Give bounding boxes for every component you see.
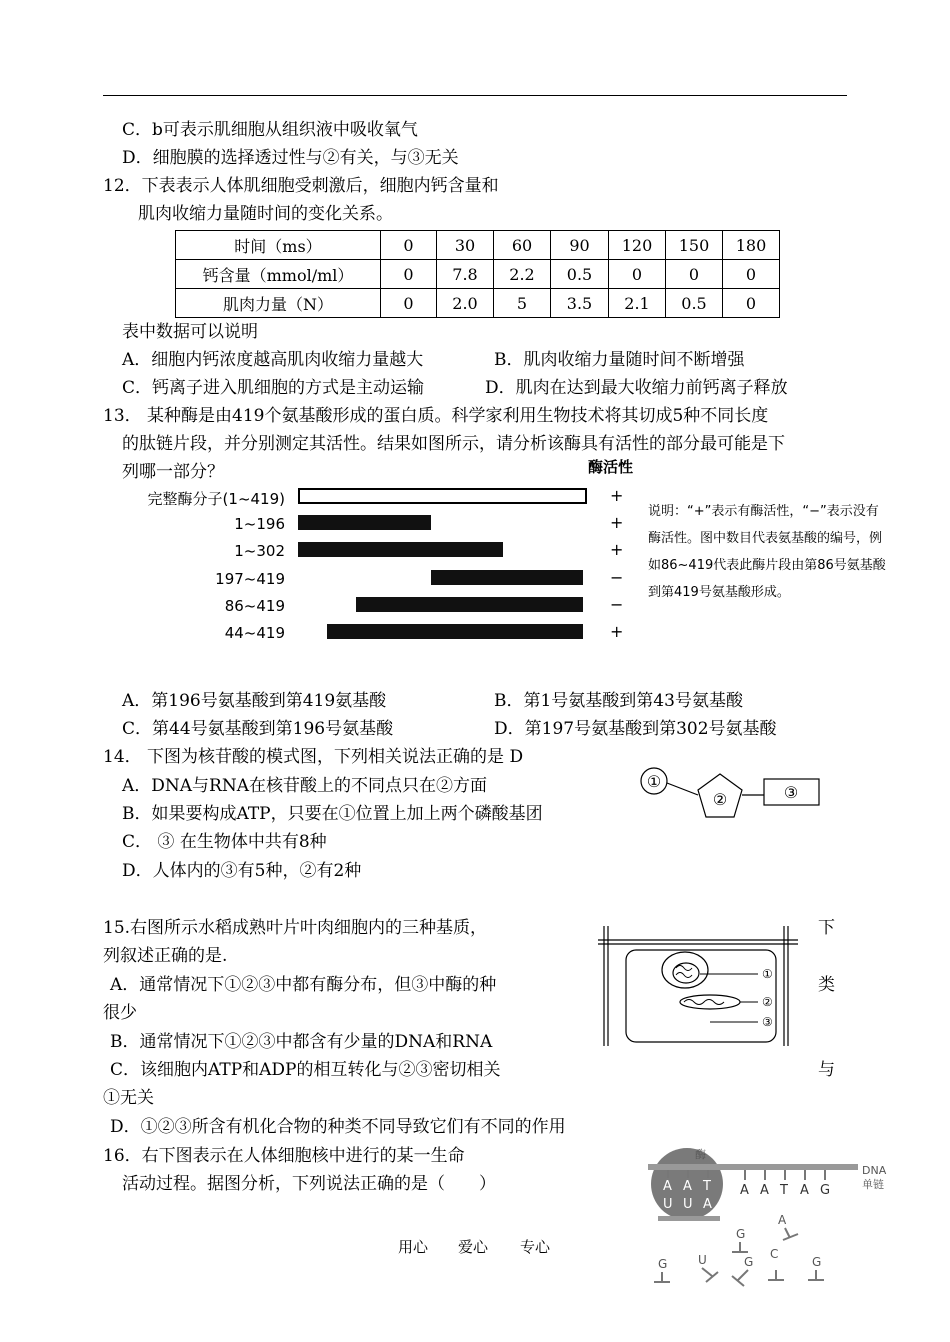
table-cell: 0: [666, 260, 723, 289]
fragment-bar: [356, 597, 583, 612]
q15-stem-cont: 列叙述正确的是.: [103, 946, 228, 966]
q16-stem-cont: 活动过程。据图分析，下列说法正确的是（ ）: [122, 1174, 496, 1194]
transcription-diagram: [640, 1142, 898, 1292]
activity-sign: +: [610, 513, 624, 532]
fragment-bar: [298, 542, 503, 557]
q13-option-d: D．第197号氨基酸到第302号氨基酸: [494, 719, 777, 739]
table-cell: 30: [437, 231, 494, 260]
q14-option-b: B．如果要构成ATP，只要在①位置上加上两个磷酸基团: [122, 804, 543, 824]
base: U: [683, 1197, 693, 1212]
table-cell: 0: [381, 260, 437, 289]
q14-stem: 14． 下图为核苷酸的模式图，下列相关说法正确的是 D: [103, 747, 524, 767]
q12-option-a: A．细胞内钙浓度越高肌肉收缩力量越大: [122, 350, 424, 370]
label-1: ①: [762, 967, 773, 981]
table-row: [176, 289, 780, 318]
table-cell: 90: [551, 231, 609, 260]
table-cell: 7.8: [437, 260, 494, 289]
q13-stem: 13． 某种酶是由419个氨基酸形成的蛋白质。科学家利用生物技术将其切成5种不同长度: [103, 406, 769, 426]
table-cell: 120: [609, 231, 666, 260]
activity-sign: +: [610, 540, 624, 559]
q15-stem: 15.右图所示水稻成熟叶片叶肉细胞内的三种基质，: [103, 918, 488, 938]
q15-stem-tail: 下: [818, 918, 835, 938]
q14-option-a: A．DNA与RNA在核苷酸上的不同点只在②方面: [122, 776, 488, 796]
free-base: A: [778, 1213, 787, 1227]
base: A: [800, 1183, 809, 1198]
label-pentose: ②: [712, 790, 728, 809]
table-cell: 时间（ms）: [176, 231, 381, 260]
q13-option-c: C．第44号氨基酸到第196号氨基酸: [122, 719, 394, 739]
base: A: [663, 1179, 672, 1194]
free-base: U: [698, 1253, 707, 1267]
q15-option-c-cont: ①无关: [103, 1088, 154, 1108]
dna-strand: [648, 1164, 858, 1170]
table-cell: 2.2: [494, 260, 551, 289]
table-cell: 60: [494, 231, 551, 260]
q12-option-b: B．肌肉收缩力量随时间不断增强: [494, 350, 745, 370]
base: G: [820, 1183, 831, 1198]
q15-option-c-tail: 与: [818, 1060, 835, 1080]
label-phosphate: ①: [646, 772, 662, 791]
q12-option-c: C．钙离子进入肌细胞的方式是主动运输: [122, 378, 425, 398]
table-cell: 0.5: [666, 289, 723, 318]
fragment-bar: [298, 515, 431, 530]
q12-data-table: [175, 230, 780, 318]
q13-option-a: A．第196号氨基酸到第419氨基酸: [122, 691, 387, 711]
activity-sign: −: [610, 568, 624, 587]
table-cell: 0: [723, 260, 780, 289]
q14-option-c: C． ③ 在生物体中共有8种: [122, 832, 327, 852]
table-cell: 0: [381, 231, 437, 260]
base: T: [780, 1183, 788, 1198]
base: A: [740, 1183, 749, 1198]
fragment-label: 完整酶分子(1~419): [147, 490, 285, 508]
single-strand-label: 单链: [862, 1178, 884, 1191]
footer-text-1: 用心: [398, 1238, 429, 1256]
base: T: [703, 1179, 711, 1194]
q14-option-d: D．人体内的③有5种，②有2种: [122, 861, 362, 881]
footer-text-2: 爱心: [458, 1238, 489, 1256]
label-base: ③: [783, 783, 799, 802]
rna-strand: [658, 1216, 720, 1221]
label-3: ③: [762, 1015, 773, 1029]
chloroplast: [680, 995, 740, 1009]
table-cell: 肌肉力量（N）: [176, 289, 381, 318]
footer-text-3: 专心: [520, 1238, 551, 1256]
base: A: [703, 1197, 712, 1212]
q15-option-a-tail: 类: [818, 975, 835, 995]
activity-header: 酶活性: [588, 458, 634, 476]
table-cell: 0: [609, 260, 666, 289]
table-cell: 150: [666, 231, 723, 260]
table-row: [176, 260, 780, 289]
fragment-label: 1~302: [234, 542, 285, 560]
table-cell: 2.0: [437, 289, 494, 318]
fragment-bar: [431, 570, 583, 585]
enzyme-label: 酶: [695, 1148, 706, 1161]
activity-sign: +: [610, 486, 624, 505]
q15-option-c: C．该细胞内ATP和ADP的相互转化与②③密切相关: [110, 1060, 501, 1080]
leaf-cell-diagram: [590, 918, 805, 1053]
free-base: G: [658, 1257, 668, 1271]
fragment-label: 197~419: [215, 570, 285, 588]
q15-option-b: B．通常情况下①②③中都含有少量的DNA和RNA: [110, 1032, 493, 1052]
q13-option-b: B．第1号氨基酸到第43号氨基酸: [494, 691, 743, 711]
q11-option-d: D．细胞膜的选择透过性与②有关，与③无关: [122, 148, 459, 168]
table-cell: 0: [381, 289, 437, 318]
table-cell: 0: [723, 289, 780, 318]
figure-note: 说明：“+”表示有酶活性，“−”表示没有酶活性。图中数目代表氨基酸的编号，例如86~419代表此酶片段由第86号氨基酸到第419号氨基酸形成。: [648, 504, 886, 600]
nucleotide-diagram: [636, 762, 836, 824]
q15-option-a-cont: 很少: [103, 1003, 137, 1023]
q13-stem-end: 列哪一部分？: [122, 462, 224, 482]
free-base: G: [736, 1227, 746, 1241]
base: A: [683, 1179, 692, 1194]
base: A: [760, 1183, 769, 1198]
activity-sign: +: [610, 622, 624, 641]
table-cell: 0.5: [551, 260, 609, 289]
q12-lead: 表中数据可以说明: [122, 322, 258, 342]
q11-option-c: C．b可表示肌细胞从组织液中吸收氧气: [122, 120, 418, 140]
table-cell: 180: [723, 231, 780, 260]
table-cell: 钙含量（mmol/ml）: [176, 260, 381, 289]
free-base: C: [770, 1247, 779, 1261]
header-rule: [103, 95, 847, 96]
q15-option-d: D．①②③所含有机化合物的种类不同导致它们有不同的作用: [110, 1117, 566, 1137]
q15-option-a: A．通常情况下①②③中都有酶分布，但③中酶的种: [110, 975, 497, 995]
table-cell: 5: [494, 289, 551, 318]
table-cell: 3.5: [551, 289, 609, 318]
q12-option-d: D．肌肉在达到最大收缩力前钙离子释放: [485, 378, 788, 398]
base: U: [663, 1197, 673, 1212]
q12-stem: 12．下表表示人体肌细胞受刺激后，细胞内钙含量和: [103, 176, 499, 196]
activity-sign: −: [610, 595, 624, 614]
table-cell: 2.1: [609, 289, 666, 318]
label-2: ②: [762, 995, 773, 1009]
fragment-bar-full: [298, 488, 587, 504]
q13-stem-cont: 的肽链片段，并分别测定其活性。结果如图所示，请分析该酶具有活性的部分最可能是下: [122, 434, 785, 454]
q16-stem: 16．右下图表示在人体细胞核中进行的某一生命: [103, 1146, 465, 1166]
free-base: G: [812, 1255, 822, 1269]
fragment-label: 86~419: [224, 597, 285, 615]
cell-membrane: [626, 950, 776, 1042]
fragment-label: 44~419: [224, 624, 285, 642]
q12-stem-cont: 肌肉收缩力量随时间的变化关系。: [138, 204, 393, 224]
fragment-label: 1~196: [234, 515, 285, 533]
dna-label: DNA: [862, 1164, 887, 1177]
free-base: G: [744, 1255, 754, 1269]
fragment-bar: [327, 624, 583, 639]
table-row: [176, 231, 780, 260]
